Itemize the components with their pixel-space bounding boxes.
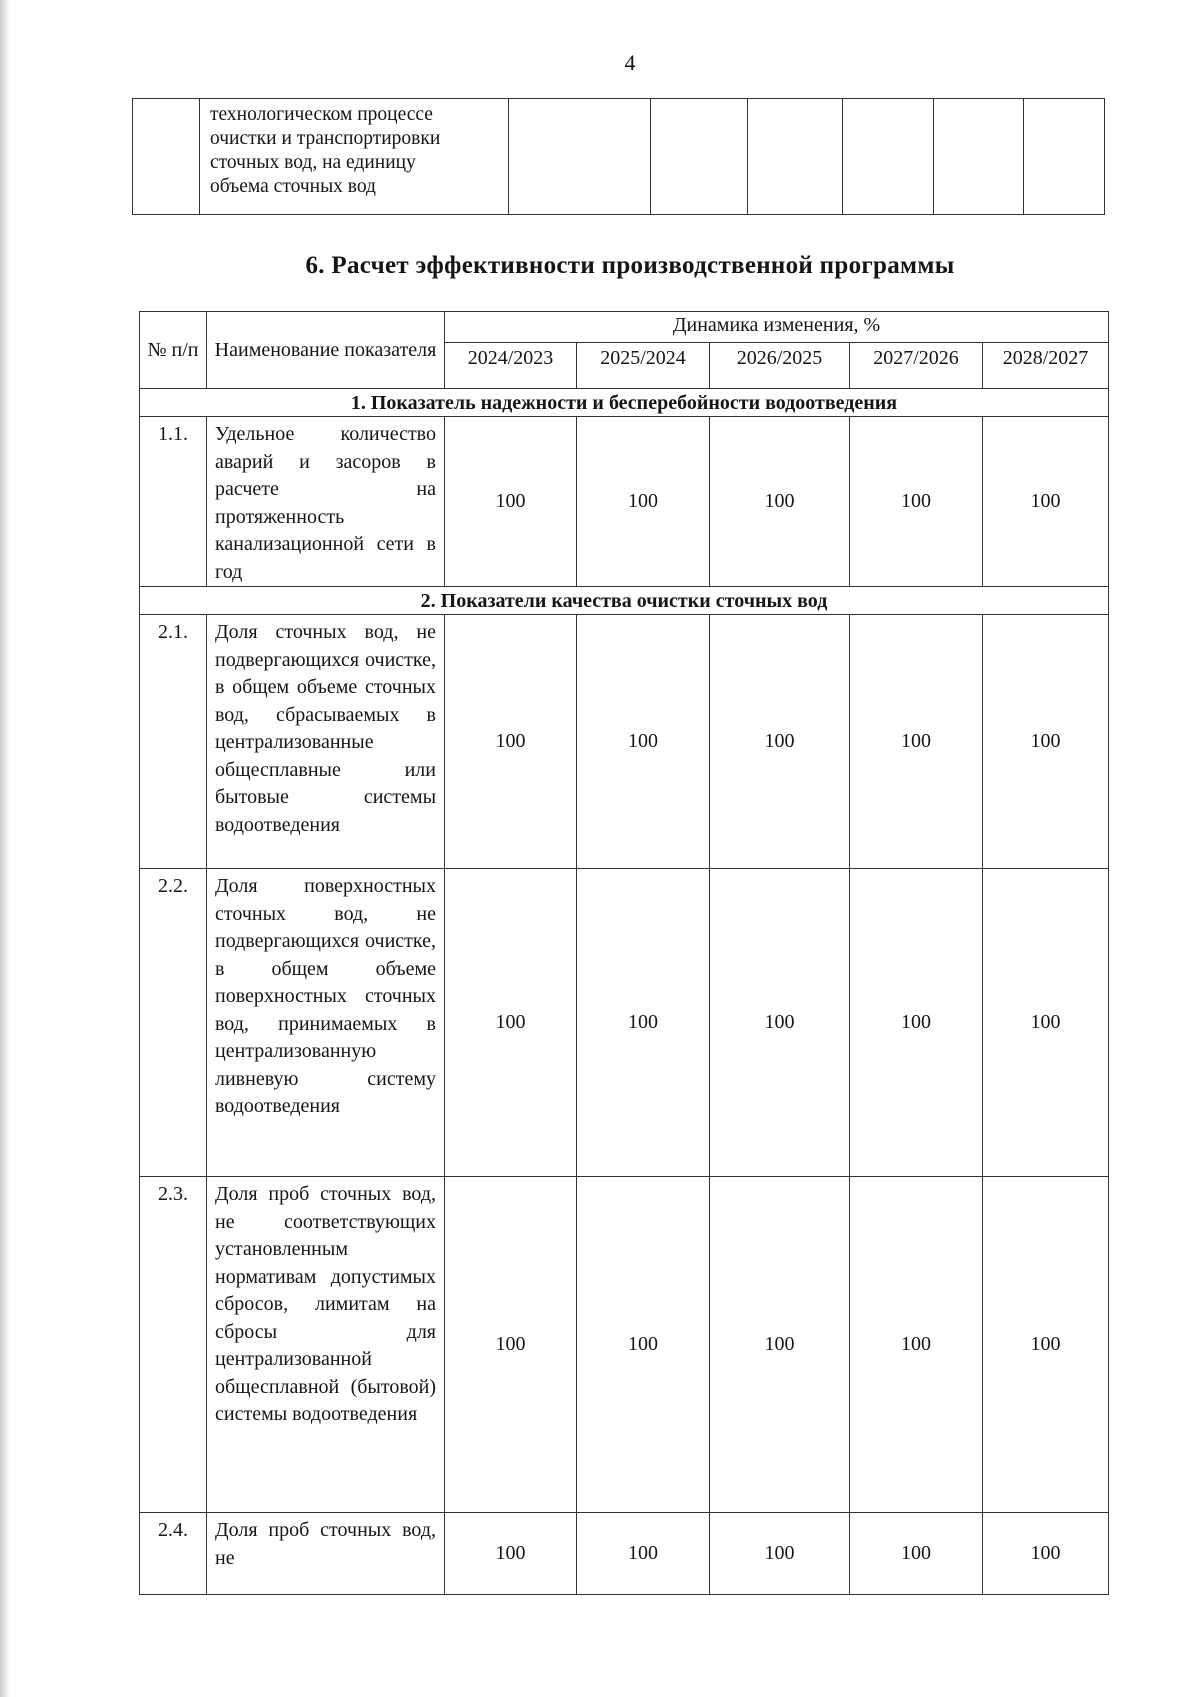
indicator-name: Доля сточных вод, не подвергающихся очистке, в общем объеме сточных вод, сбрасываемых в централизованные общесплавные или бытовые системы водоотведения <box>207 615 445 869</box>
indicator-name-cell <box>200 99 509 215</box>
value-cell: 100 <box>710 1177 850 1513</box>
indicator-name: Доля проб сточных вод, не <box>207 1513 445 1595</box>
table-row <box>133 99 1105 215</box>
value-cell <box>748 99 843 215</box>
col-header-num: № п/п <box>140 312 207 389</box>
col-header-year: 2025/2024 <box>577 343 710 389</box>
value-cell: 100 <box>710 417 850 587</box>
value-cell <box>1024 99 1105 215</box>
section-header-row <box>140 587 1109 615</box>
value-cell: 100 <box>850 1177 983 1513</box>
col-header-year: 2028/2027 <box>983 343 1109 389</box>
value-cell <box>934 99 1024 215</box>
col-header-year: 2024/2023 <box>445 343 577 389</box>
value-cell: 100 <box>983 1177 1109 1513</box>
value-cell <box>509 99 651 215</box>
value-cell: 100 <box>710 1513 850 1595</box>
value-cell: 100 <box>445 1177 577 1513</box>
value-cell: 100 <box>445 417 577 587</box>
value-cell <box>651 99 748 215</box>
value-cell: 100 <box>850 417 983 587</box>
continuation-table <box>132 98 1105 215</box>
indicator-name: Удельное количество аварий и засоров в расчете на протяженность канализационной сети в год <box>207 417 445 587</box>
row-number: 2.1. <box>140 615 207 869</box>
efficiency-table <box>139 311 1109 1595</box>
value-cell: 100 <box>577 417 710 587</box>
row-number: 1.1. <box>140 417 207 587</box>
value-cell: 100 <box>445 615 577 869</box>
value-cell: 100 <box>577 1513 710 1595</box>
row-number: 2.3. <box>140 1177 207 1513</box>
value-cell: 100 <box>850 615 983 869</box>
row-number: 2.4. <box>140 1513 207 1595</box>
section-header: 2. Показатели качества очистки сточных вод <box>140 587 1109 615</box>
value-cell: 100 <box>577 615 710 869</box>
table-row <box>140 615 1109 869</box>
col-header-dynamics: Динамика изменения, % <box>445 312 1109 343</box>
col-header-year: 2027/2026 <box>850 343 983 389</box>
header-row <box>140 312 1109 343</box>
value-cell <box>843 99 934 215</box>
value-cell: 100 <box>710 615 850 869</box>
value-cell: 100 <box>577 869 710 1177</box>
value-cell: 100 <box>983 417 1109 587</box>
value-cell: 100 <box>710 869 850 1177</box>
row-number: 2.2. <box>140 869 207 1177</box>
value-cell: 100 <box>983 615 1109 869</box>
value-cell: 100 <box>850 869 983 1177</box>
col-header-name: Наименование показателя <box>207 312 445 389</box>
value-cell: 100 <box>983 869 1109 1177</box>
text-line: сточных вод, на единицу <box>210 152 416 173</box>
table-row <box>140 1513 1109 1595</box>
text-line: технологическом процессе <box>210 104 433 125</box>
indicator-name: Доля поверхностных сточных вод, не подвергающихся очистке, в общем объеме поверхностных сточных вод, принимаемых в централизованную ливневую систему водоотведения <box>207 869 445 1177</box>
table-row <box>140 417 1109 587</box>
table-row <box>140 869 1109 1177</box>
section-title: 6. Расчет эффективности производственной программы <box>305 252 955 279</box>
text-line: объема сточных вод <box>210 176 376 197</box>
num-cell <box>133 99 200 215</box>
value-cell: 100 <box>445 869 577 1177</box>
table-row <box>140 1177 1109 1513</box>
section-header: 1. Показатель надежности и бесперебойности водоотведения <box>140 389 1109 417</box>
value-cell: 100 <box>577 1177 710 1513</box>
value-cell: 100 <box>850 1513 983 1595</box>
page-number: 4 <box>624 50 636 75</box>
col-header-year: 2026/2025 <box>710 343 850 389</box>
section-header-row <box>140 389 1109 417</box>
text-line: очистки и транспортировки <box>210 128 441 149</box>
indicator-name: Доля проб сточных вод, не соответствующих установленным нормативам допустимых сбросов, лимитам на сбросы для централизованной общесплавной (бытовой) системы водоотведения <box>207 1177 445 1513</box>
value-cell: 100 <box>983 1513 1109 1595</box>
value-cell: 100 <box>445 1513 577 1595</box>
